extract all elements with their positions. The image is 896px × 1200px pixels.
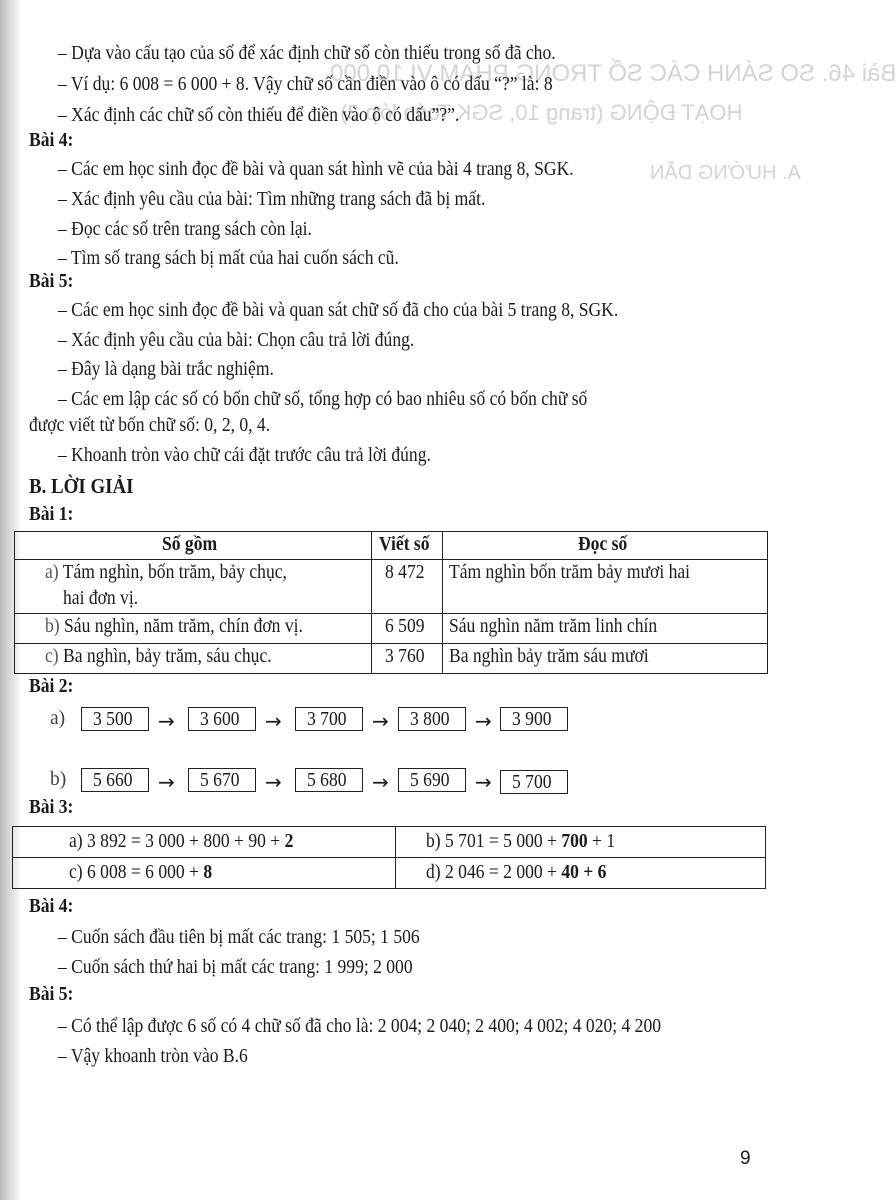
column-header: Đọc số bbox=[443, 532, 768, 560]
equation-cell: b) 5 701 = 5 000 + 700 + 1 bbox=[396, 827, 766, 858]
guide-line: – Dựa vào cấu tạo của số để xác định chữ số còn thiếu trong số đã cho. bbox=[58, 43, 556, 64]
arrow-right-icon: → bbox=[372, 709, 389, 733]
exercise-heading: Bài 4: bbox=[29, 896, 74, 917]
guide-line: – Ví dụ: 6 008 = 6 000 + 8. Vậy chữ số cần điền vào ô có dấu “?” là: 8 bbox=[58, 74, 553, 95]
number-box: 3 900 bbox=[500, 707, 568, 731]
equation-cell: c) 6 008 = 6 000 + 8 bbox=[13, 858, 396, 889]
exercise-heading: Bài 2: bbox=[29, 676, 74, 697]
column-header: Số gồm bbox=[15, 532, 372, 560]
number-box: 3 800 bbox=[398, 707, 466, 731]
guide-line: – Tìm số trang sách bị mất của hai cuốn sách cũ. bbox=[58, 248, 399, 269]
section-title: B. LỜI GIẢI bbox=[29, 474, 134, 498]
number-box: 3 500 bbox=[81, 707, 149, 731]
number-box: 3 700 bbox=[295, 707, 363, 731]
reading-cell: Sáu nghìn năm trăm linh chín bbox=[443, 614, 768, 644]
arrow-right-icon: → bbox=[158, 709, 175, 733]
guide-line: – Xác định yêu cầu của bài: Chọn câu trả lời đúng. bbox=[58, 330, 415, 351]
exercise-heading: Bài 1: bbox=[29, 504, 74, 525]
arrow-right-icon: → bbox=[265, 770, 282, 794]
reading-cell: Tám nghìn bốn trăm bảy mươi hai bbox=[443, 560, 768, 614]
equation-cell: d) 2 046 = 2 000 + 40 + 6 bbox=[396, 858, 766, 889]
composition-cell: b) Sáu nghìn, năm trăm, chín đơn vị. bbox=[15, 614, 372, 644]
arrow-right-icon: → bbox=[158, 770, 175, 794]
column-header: Viết số bbox=[372, 532, 443, 560]
arrow-right-icon: → bbox=[372, 770, 389, 794]
number-cell: 6 509 bbox=[372, 614, 443, 644]
bleed-through-text: HOẠT ĐỘNG (trang 10, SGK Toán lớp 3) bbox=[340, 100, 743, 125]
exercise-heading: Bài 4: bbox=[29, 130, 74, 151]
number-cell: 3 760 bbox=[372, 644, 443, 674]
arrow-right-icon: → bbox=[475, 709, 492, 733]
bai3-table bbox=[12, 826, 766, 889]
exercise-heading: Bài 5: bbox=[29, 271, 74, 292]
page-number: 9 bbox=[740, 1148, 751, 1169]
guide-line: – Các em học sinh đọc đề bài và quan sát chữ số đã cho của bài 5 trang 8, SGK. bbox=[58, 300, 619, 321]
answer-line: – Cuốn sách thứ hai bị mất các trang: 1 999; 2 000 bbox=[58, 957, 413, 978]
guide-line: được viết từ bốn chữ số: 0, 2, 0, 4. bbox=[29, 415, 271, 436]
sequence-label: b) bbox=[50, 769, 67, 790]
composition-cell: c) Ba nghìn, bảy trăm, sáu chục. bbox=[15, 644, 372, 674]
sequence-label: a) bbox=[50, 708, 66, 729]
answer-line: – Vậy khoanh tròn vào B.6 bbox=[58, 1046, 248, 1067]
exercise-heading: Bài 3: bbox=[29, 797, 74, 818]
number-box: 5 690 bbox=[398, 768, 466, 792]
reading-cell: Ba nghìn bảy trăm sáu mươi bbox=[443, 644, 768, 674]
number-box: 5 680 bbox=[295, 768, 363, 792]
guide-line: – Xác định yêu cầu của bài: Tìm những trang sách đã bị mất. bbox=[58, 189, 486, 210]
guide-line: – Xác định các chữ số còn thiếu để điền vào ô có dấu”?”. bbox=[58, 105, 460, 126]
guide-line: – Các em lập các số có bốn chữ số, tổng hợp có bao nhiêu số có bốn chữ số bbox=[58, 389, 588, 410]
bleed-through-text: Bài 46. SO SÁNH CÁC SỐ TRONG PHẠM VI 10 000 bbox=[330, 60, 896, 87]
guide-line: – Khoanh tròn vào chữ cái đặt trước câu trả lời đúng. bbox=[58, 445, 431, 466]
guide-line: – Đọc các số trên trang sách còn lại. bbox=[58, 219, 312, 240]
table-row bbox=[15, 644, 768, 674]
answer-line: – Có thể lập được 6 số có 4 chữ số đã cho là: 2 004; 2 040; 2 400; 4 002; 4 020; 4 200 bbox=[58, 1016, 662, 1037]
number-box: 5 700 bbox=[500, 770, 568, 794]
guide-line: – Đây là dạng bài trắc nghiệm. bbox=[58, 359, 274, 380]
number-cell: 8 472 bbox=[372, 560, 443, 614]
number-box: 5 670 bbox=[188, 768, 256, 792]
bai1-table bbox=[14, 531, 768, 674]
number-box: 5 660 bbox=[81, 768, 149, 792]
arrow-right-icon: → bbox=[265, 709, 282, 733]
guide-line: – Các em học sinh đọc đề bài và quan sát hình vẽ của bài 4 trang 8, SGK. bbox=[58, 159, 574, 180]
table-row bbox=[15, 614, 768, 644]
number-box: 3 600 bbox=[188, 707, 256, 731]
arrow-right-icon: → bbox=[475, 770, 492, 794]
bleed-through-text: A. HƯỚNG DẪN bbox=[650, 162, 801, 184]
composition-cell: a) Tám nghìn, bốn trăm, bảy chục, hai đơn vị. bbox=[15, 560, 372, 614]
answer-line: – Cuốn sách đầu tiên bị mất các trang: 1 505; 1 506 bbox=[58, 927, 420, 948]
equation-cell: a) 3 892 = 3 000 + 800 + 90 + 2 bbox=[13, 827, 396, 858]
table-row bbox=[15, 560, 768, 614]
exercise-heading: Bài 5: bbox=[29, 984, 74, 1005]
